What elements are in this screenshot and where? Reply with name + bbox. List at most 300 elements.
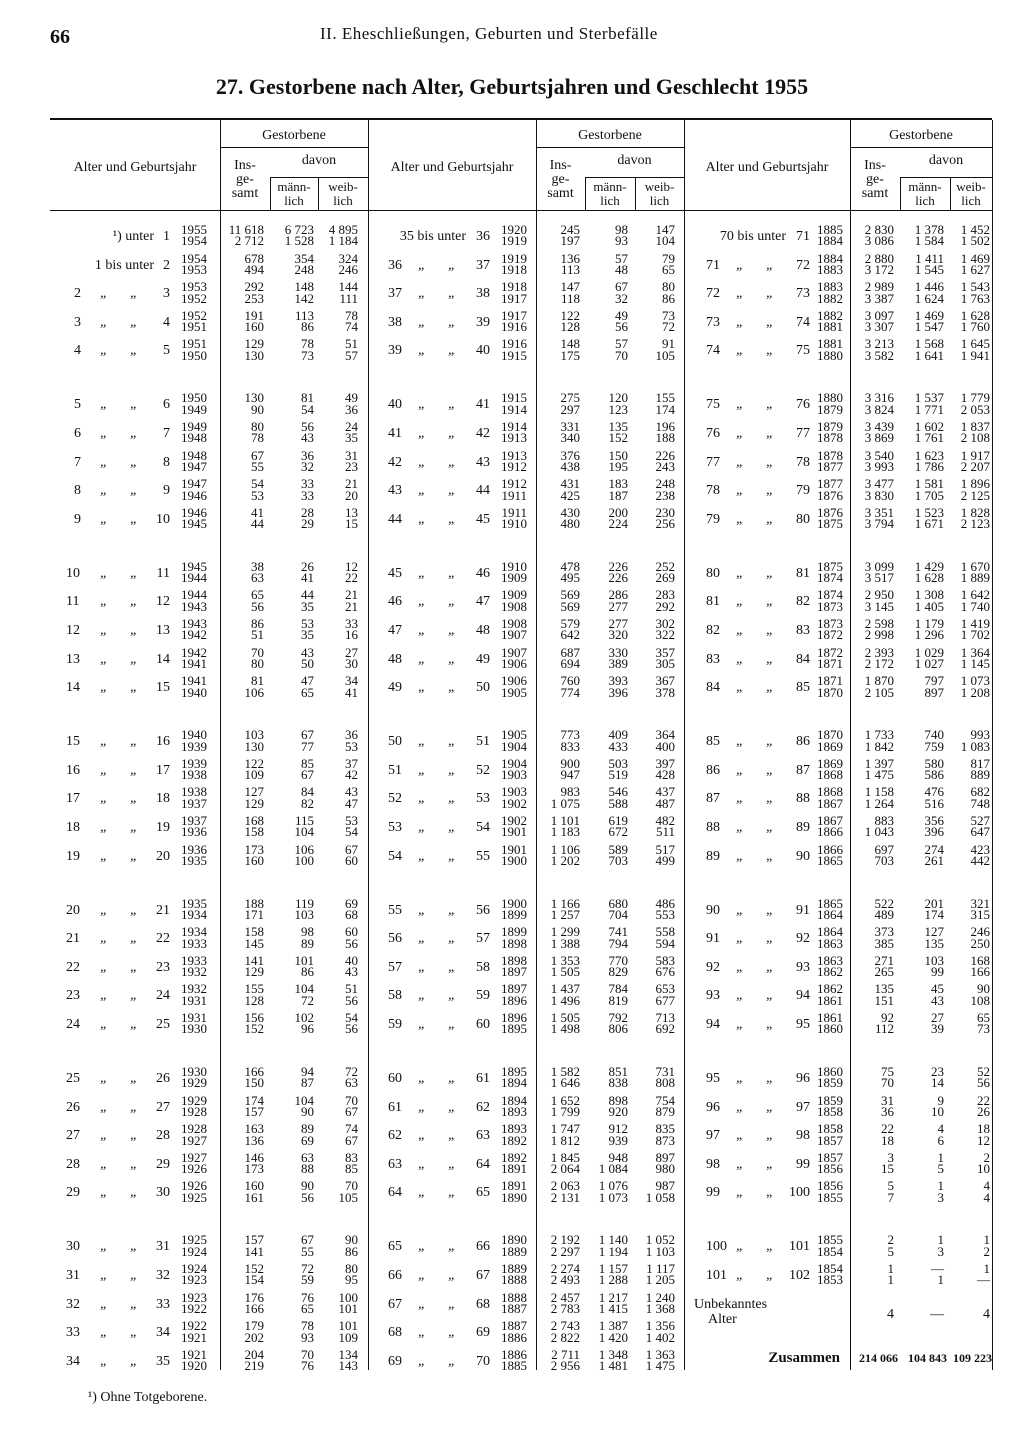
birth-year: 1866	[817, 841, 843, 857]
birth-year: 1884	[817, 250, 843, 266]
deaths-male: 1 073	[598, 1189, 628, 1205]
birth-year: 1888	[501, 1289, 527, 1305]
deaths-total: 478	[560, 558, 580, 574]
deaths-male: 29	[301, 516, 314, 532]
ditto-mark-2: „	[130, 454, 138, 470]
header-davon: davon	[301, 153, 337, 168]
age-from: 58	[388, 988, 402, 1004]
ditto-mark-1: „	[736, 454, 744, 470]
deaths-total: 146	[244, 1149, 264, 1165]
birth-year: 1867	[817, 795, 843, 811]
deaths-female: 100	[338, 1289, 358, 1305]
birth-year: 1879	[817, 419, 843, 434]
age-to: 21	[156, 902, 170, 918]
deaths-female: 1 763	[960, 290, 990, 306]
deaths-male: 39	[931, 1021, 944, 1037]
age-from: 75	[706, 397, 720, 413]
deaths-female: 101	[338, 1318, 358, 1334]
age-from: 47	[388, 623, 402, 638]
deaths-male: 119	[294, 895, 314, 911]
deaths-male: 740	[924, 727, 944, 743]
deaths-male: 98	[301, 924, 314, 940]
deaths-female: 322	[655, 627, 675, 643]
ditto-mark-2: „	[766, 511, 774, 527]
age-to: 63	[476, 1128, 490, 1144]
birth-year: 1952	[181, 290, 207, 306]
deaths-total: 265	[874, 964, 894, 980]
deaths-male: 59	[301, 1272, 314, 1288]
deaths-male: 277	[608, 598, 628, 614]
unknown-age-label: Alter	[708, 1311, 737, 1327]
deaths-female: 79	[662, 250, 675, 266]
deaths-male: 1 584	[914, 233, 944, 249]
table-row	[0, 740, 1024, 754]
deaths-female: 51	[345, 981, 358, 997]
deaths-male: 89	[301, 935, 314, 951]
deaths-total: 113	[560, 261, 580, 277]
deaths-female: 22	[345, 570, 358, 586]
deaths-total: 130	[244, 390, 264, 406]
ditto-mark-1: „	[100, 1017, 108, 1032]
table-row	[0, 292, 1024, 306]
table-row	[0, 965, 1024, 979]
birth-year: 1917	[501, 290, 527, 306]
deaths-total: 130	[244, 347, 264, 363]
birth-year: 1944	[181, 587, 207, 603]
ditto-mark-1: „	[736, 1185, 744, 1201]
deaths-female: 31	[345, 447, 358, 463]
deaths-total: 151	[874, 992, 894, 1008]
deaths-female: 817	[970, 755, 990, 771]
ditto-mark-1: „	[100, 454, 108, 470]
deaths-female: 357	[655, 644, 675, 660]
deaths-total: 106	[244, 684, 264, 700]
deaths-male: 619	[608, 813, 628, 828]
deaths-female: 21	[345, 476, 358, 492]
deaths-total: 103	[244, 727, 264, 743]
ditto-mark-2: „	[130, 1071, 138, 1086]
age-to: 77	[796, 426, 810, 441]
ditto-mark-2: „	[766, 1185, 774, 1201]
table-row	[0, 854, 1024, 868]
deaths-female: 21	[345, 587, 358, 603]
deaths-female: 105	[655, 347, 675, 363]
ditto-mark-1: „	[418, 257, 426, 273]
deaths-total: 2 956	[550, 1358, 580, 1374]
birth-year: 1862	[817, 964, 843, 980]
deaths-total: 2 105	[864, 684, 894, 700]
deaths-male: 96	[301, 1021, 314, 1037]
deaths-total: 168	[244, 813, 264, 828]
deaths-male: 248	[294, 261, 314, 277]
deaths-female: 1 184	[328, 233, 358, 249]
birth-year: 1923	[181, 1289, 207, 1305]
ditto-mark-2: „	[766, 565, 774, 581]
deaths-total: 376	[560, 447, 580, 463]
deaths-total: 833	[560, 738, 580, 754]
birth-year: 1857	[817, 1149, 843, 1165]
ditto-mark-1: „	[418, 1325, 426, 1341]
deaths-male: 6 723	[284, 222, 314, 237]
age-from: 100	[706, 1239, 727, 1255]
age-to: 6	[163, 397, 170, 413]
deaths-female: 1 145	[960, 655, 990, 671]
table-row	[0, 825, 1024, 839]
deaths-male: 65	[301, 1300, 314, 1316]
deaths-female: 324	[338, 250, 358, 266]
ditto-mark-2: „	[448, 1071, 456, 1086]
deaths-total: 80	[251, 655, 264, 671]
deaths-male: 67	[301, 1232, 314, 1248]
age-to: 100	[789, 1185, 810, 1201]
deaths-female: 499	[655, 852, 675, 868]
deaths-female: 23	[345, 458, 358, 474]
deaths-male: 286	[608, 587, 628, 603]
birth-year: 1949	[181, 401, 207, 417]
deaths-total: 480	[560, 516, 580, 532]
deaths-male: 35	[301, 598, 314, 614]
ditto-mark-2: „	[130, 791, 138, 807]
deaths-total: 158	[244, 824, 264, 840]
deaths-total: 155	[244, 981, 264, 997]
ditto-mark-1: „	[100, 623, 108, 638]
ditto-mark-1: „	[736, 286, 744, 302]
deaths-total: 694	[560, 655, 580, 671]
age-to: 43	[476, 454, 490, 470]
age-to: 16	[156, 734, 170, 750]
row-divider	[270, 177, 368, 178]
deaths-male: 120	[608, 390, 628, 406]
deaths-total: 130	[244, 738, 264, 754]
deaths-female: 302	[655, 616, 675, 631]
deaths-total: 145	[244, 935, 264, 951]
deaths-male: 43	[301, 644, 314, 660]
birth-year: 1897	[501, 964, 527, 980]
deaths-total: 2 064	[550, 1161, 580, 1177]
birth-year: 1910	[501, 558, 527, 574]
table-row	[0, 263, 1024, 277]
age-to: 85	[796, 680, 810, 696]
deaths-total: 191	[244, 307, 264, 323]
deaths-female: 1 368	[645, 1300, 675, 1316]
deaths-male: 70	[301, 1346, 314, 1362]
deaths-total: 174	[244, 1092, 264, 1108]
deaths-female: 4	[983, 1189, 990, 1205]
deaths-male: 1 568	[914, 336, 944, 352]
deaths-total: 54	[251, 476, 264, 492]
deaths-male: 90	[301, 1103, 314, 1119]
deaths-female: 73	[662, 307, 675, 323]
deaths-male: 78	[301, 1318, 314, 1334]
age-from: 48	[388, 651, 402, 667]
deaths-male: 806	[608, 1021, 628, 1037]
ditto-mark-2: „	[130, 397, 138, 413]
deaths-total: 2 172	[864, 655, 894, 671]
birth-year: 1950	[181, 390, 207, 406]
deaths-total: 150	[244, 1075, 264, 1091]
ditto-mark-1: „	[418, 343, 426, 359]
deaths-male: 1 411	[915, 250, 944, 266]
age-from: 55	[388, 902, 402, 918]
deaths-female: 558	[655, 924, 675, 940]
deaths-total: 579	[560, 616, 580, 631]
birth-year: 1864	[817, 924, 843, 940]
deaths-female: 226	[655, 447, 675, 463]
deaths-male: 1 084	[598, 1161, 628, 1177]
deaths-total: 3 213	[864, 336, 894, 352]
deaths-female: 980	[655, 1161, 675, 1177]
age-to: 15	[156, 680, 170, 696]
deaths-male: 86	[301, 964, 314, 980]
deaths-female: 101	[338, 1300, 358, 1316]
birth-year: 1885	[817, 222, 843, 237]
deaths-total: 70	[881, 1075, 894, 1091]
age-from: ¹) unter	[112, 229, 154, 244]
birth-year: 1945	[181, 558, 207, 574]
deaths-male: 87	[301, 1075, 314, 1091]
deaths-total: 1 747	[550, 1121, 580, 1137]
deaths-female: 1 073	[960, 673, 990, 689]
deaths-total: 15	[881, 1161, 894, 1177]
header-total: Ins-	[234, 158, 256, 173]
deaths-total: 44	[251, 516, 264, 532]
deaths-female: 1 052	[645, 1232, 675, 1248]
age-from: 54	[388, 848, 402, 864]
age-from: 77	[706, 454, 720, 470]
deaths-male: 43	[301, 430, 314, 446]
header-female: lich	[333, 193, 353, 208]
ditto-mark-1: „	[736, 848, 744, 864]
deaths-female: 653	[655, 981, 675, 997]
header-davon: davon	[617, 153, 652, 168]
header-female: weib-	[328, 179, 358, 194]
deaths-total: 1 733	[864, 727, 894, 743]
age-from: 82	[706, 623, 720, 638]
table-row	[0, 460, 1024, 474]
deaths-total: 118	[560, 290, 580, 306]
deaths-total: 253	[244, 290, 264, 306]
age-from: 4	[74, 343, 81, 359]
age-from: 61	[388, 1099, 402, 1115]
birth-year: 1884	[817, 233, 843, 249]
ditto-mark-1: „	[100, 426, 108, 441]
birth-year: 1875	[817, 516, 843, 532]
deaths-male: 320	[608, 627, 628, 643]
deaths-total: 494	[244, 261, 264, 277]
table-row	[0, 1191, 1024, 1205]
deaths-male: 81	[301, 390, 314, 406]
age-to: 78	[796, 454, 810, 470]
age-to: 89	[796, 820, 810, 835]
deaths-female: 1 363	[645, 1346, 675, 1362]
age-to: 32	[156, 1268, 170, 1283]
deaths-male: 503	[608, 755, 628, 771]
table-row	[0, 600, 1024, 614]
row-divider	[50, 210, 368, 211]
deaths-male: 32	[301, 458, 314, 474]
deaths-male: 898	[608, 1092, 628, 1108]
birth-year: 1854	[817, 1261, 843, 1276]
birth-year: 1947	[181, 476, 207, 492]
ditto-mark-1: „	[736, 734, 744, 750]
deaths-male: 1 761	[914, 430, 944, 446]
birth-year: 1907	[501, 627, 527, 643]
ditto-mark-2: „	[766, 483, 774, 499]
ditto-mark-2: „	[130, 902, 138, 918]
birth-year: 1940	[181, 684, 207, 700]
age-to: 83	[796, 623, 810, 638]
age-to: 10	[156, 511, 170, 527]
deaths-male: 396	[608, 684, 628, 700]
deaths-female: 230	[655, 504, 675, 520]
deaths-total: 36	[881, 1103, 894, 1119]
birth-year: 1935	[181, 895, 207, 911]
deaths-female: 65	[977, 1010, 990, 1025]
ditto-mark-1: „	[418, 762, 426, 778]
deaths-total: 2 063	[550, 1178, 580, 1194]
ditto-mark-2: „	[448, 1128, 456, 1144]
deaths-male: 546	[608, 784, 628, 800]
deaths-female: 42	[345, 767, 358, 783]
birth-year: 1931	[181, 992, 207, 1008]
deaths-female: 53	[345, 813, 358, 828]
deaths-male: 14	[931, 1075, 944, 1091]
deaths-male: 142	[294, 290, 314, 306]
birth-year: 1916	[501, 336, 527, 352]
deaths-female: 72	[662, 319, 675, 335]
age-to: 86	[796, 734, 810, 750]
deaths-male: 195	[608, 458, 628, 474]
deaths-total: 3 351	[864, 504, 894, 520]
age-from: 59	[388, 1017, 402, 1032]
birth-year: 1922	[181, 1300, 207, 1316]
birth-year: 1954	[181, 250, 207, 266]
table-row	[0, 908, 1024, 922]
deaths-total: 495	[560, 570, 580, 586]
birth-year: 1867	[817, 813, 843, 828]
deaths-total: 78	[251, 430, 264, 446]
ditto-mark-2: „	[130, 1099, 138, 1115]
deaths-total: 3 099	[864, 558, 894, 574]
ditto-mark-1: „	[418, 734, 426, 750]
deaths-total: 158	[244, 924, 264, 940]
deaths-male: 76	[301, 1358, 314, 1374]
birth-year: 1918	[501, 261, 527, 277]
age-from: 15	[66, 734, 80, 750]
deaths-female: 437	[655, 784, 675, 800]
deaths-male: 1 288	[598, 1272, 628, 1288]
ditto-mark-2: „	[448, 931, 456, 947]
deaths-total: 385	[874, 935, 894, 951]
age-from: 78	[706, 483, 720, 499]
birth-year: 1875	[817, 558, 843, 574]
birth-year: 1951	[181, 336, 207, 352]
birth-year: 1908	[501, 598, 527, 614]
birth-year: 1870	[817, 684, 843, 700]
age-to: 101	[789, 1239, 810, 1255]
deaths-female: 168	[970, 952, 990, 968]
deaths-female: 364	[655, 727, 675, 743]
ditto-mark-2: „	[448, 1268, 456, 1283]
birth-year: 1933	[181, 935, 207, 951]
ditto-mark-1: „	[418, 1296, 426, 1312]
ditto-mark-1: „	[418, 848, 426, 864]
birth-year: 1878	[817, 430, 843, 446]
deaths-total: 1 158	[864, 784, 894, 800]
deaths-female: —	[977, 1272, 990, 1288]
header-total: samt	[861, 186, 889, 201]
deaths-female: 56	[977, 1075, 990, 1091]
birth-year: 1888	[501, 1272, 527, 1288]
deaths-male: 516	[924, 795, 944, 811]
birth-year: 1905	[501, 727, 527, 743]
birth-year: 1901	[501, 824, 527, 840]
deaths-female: 21	[345, 598, 358, 614]
deaths-male: 851	[608, 1064, 628, 1079]
birth-year: 1932	[181, 964, 207, 980]
birth-year: 1943	[181, 616, 207, 631]
deaths-female: 90	[345, 1232, 358, 1248]
deaths-total: 129	[244, 795, 264, 811]
deaths-male: 784	[608, 981, 628, 997]
ditto-mark-2: „	[448, 1099, 456, 1115]
age-to: 99	[796, 1156, 810, 1172]
deaths-male: 588	[608, 795, 628, 811]
ditto-mark-2: „	[448, 1156, 456, 1172]
age-from: 29	[66, 1185, 80, 1201]
age-from: 86	[706, 762, 720, 778]
age-from: 24	[66, 1017, 80, 1032]
deaths-male: 1 179	[914, 616, 944, 631]
deaths-total: 2 274	[550, 1261, 580, 1276]
birth-year: 1909	[501, 587, 527, 603]
age-from: 99	[706, 1185, 720, 1201]
deaths-female: 147	[655, 222, 675, 237]
deaths-male: 90	[301, 1178, 314, 1194]
ditto-mark-1: „	[736, 1268, 744, 1283]
deaths-male: 948	[608, 1149, 628, 1165]
age-to: 97	[796, 1099, 810, 1115]
birth-year: 1880	[817, 390, 843, 406]
birth-year: 1918	[501, 279, 527, 295]
deaths-female: 754	[655, 1092, 675, 1108]
age-to: 40	[476, 343, 490, 359]
birth-year: 1909	[501, 570, 527, 586]
deaths-total: 2 598	[864, 616, 894, 631]
birth-year: 1865	[817, 895, 843, 911]
age-to: 41	[476, 397, 490, 413]
deaths-male: 1 387	[598, 1318, 628, 1334]
ditto-mark-2: „	[130, 762, 138, 778]
birth-year: 1897	[501, 981, 527, 997]
deaths-male: 224	[608, 516, 628, 532]
ditto-mark-2: „	[448, 848, 456, 864]
age-to: 94	[796, 988, 810, 1004]
ditto-mark-1: „	[736, 1071, 744, 1086]
deaths-total: 438	[560, 458, 580, 474]
ditto-mark-2: „	[130, 426, 138, 441]
age-to: 66	[476, 1239, 490, 1255]
birth-year: 1932	[181, 981, 207, 997]
birth-year: 1901	[501, 841, 527, 857]
ditto-mark-2: „	[130, 848, 138, 864]
deaths-total: 148	[560, 336, 580, 352]
deaths-female: 90	[977, 981, 990, 997]
table-row	[0, 768, 1024, 782]
deaths-male: 3	[937, 1243, 944, 1259]
birth-year: 1902	[501, 813, 527, 828]
birth-year: 1953	[181, 279, 207, 295]
